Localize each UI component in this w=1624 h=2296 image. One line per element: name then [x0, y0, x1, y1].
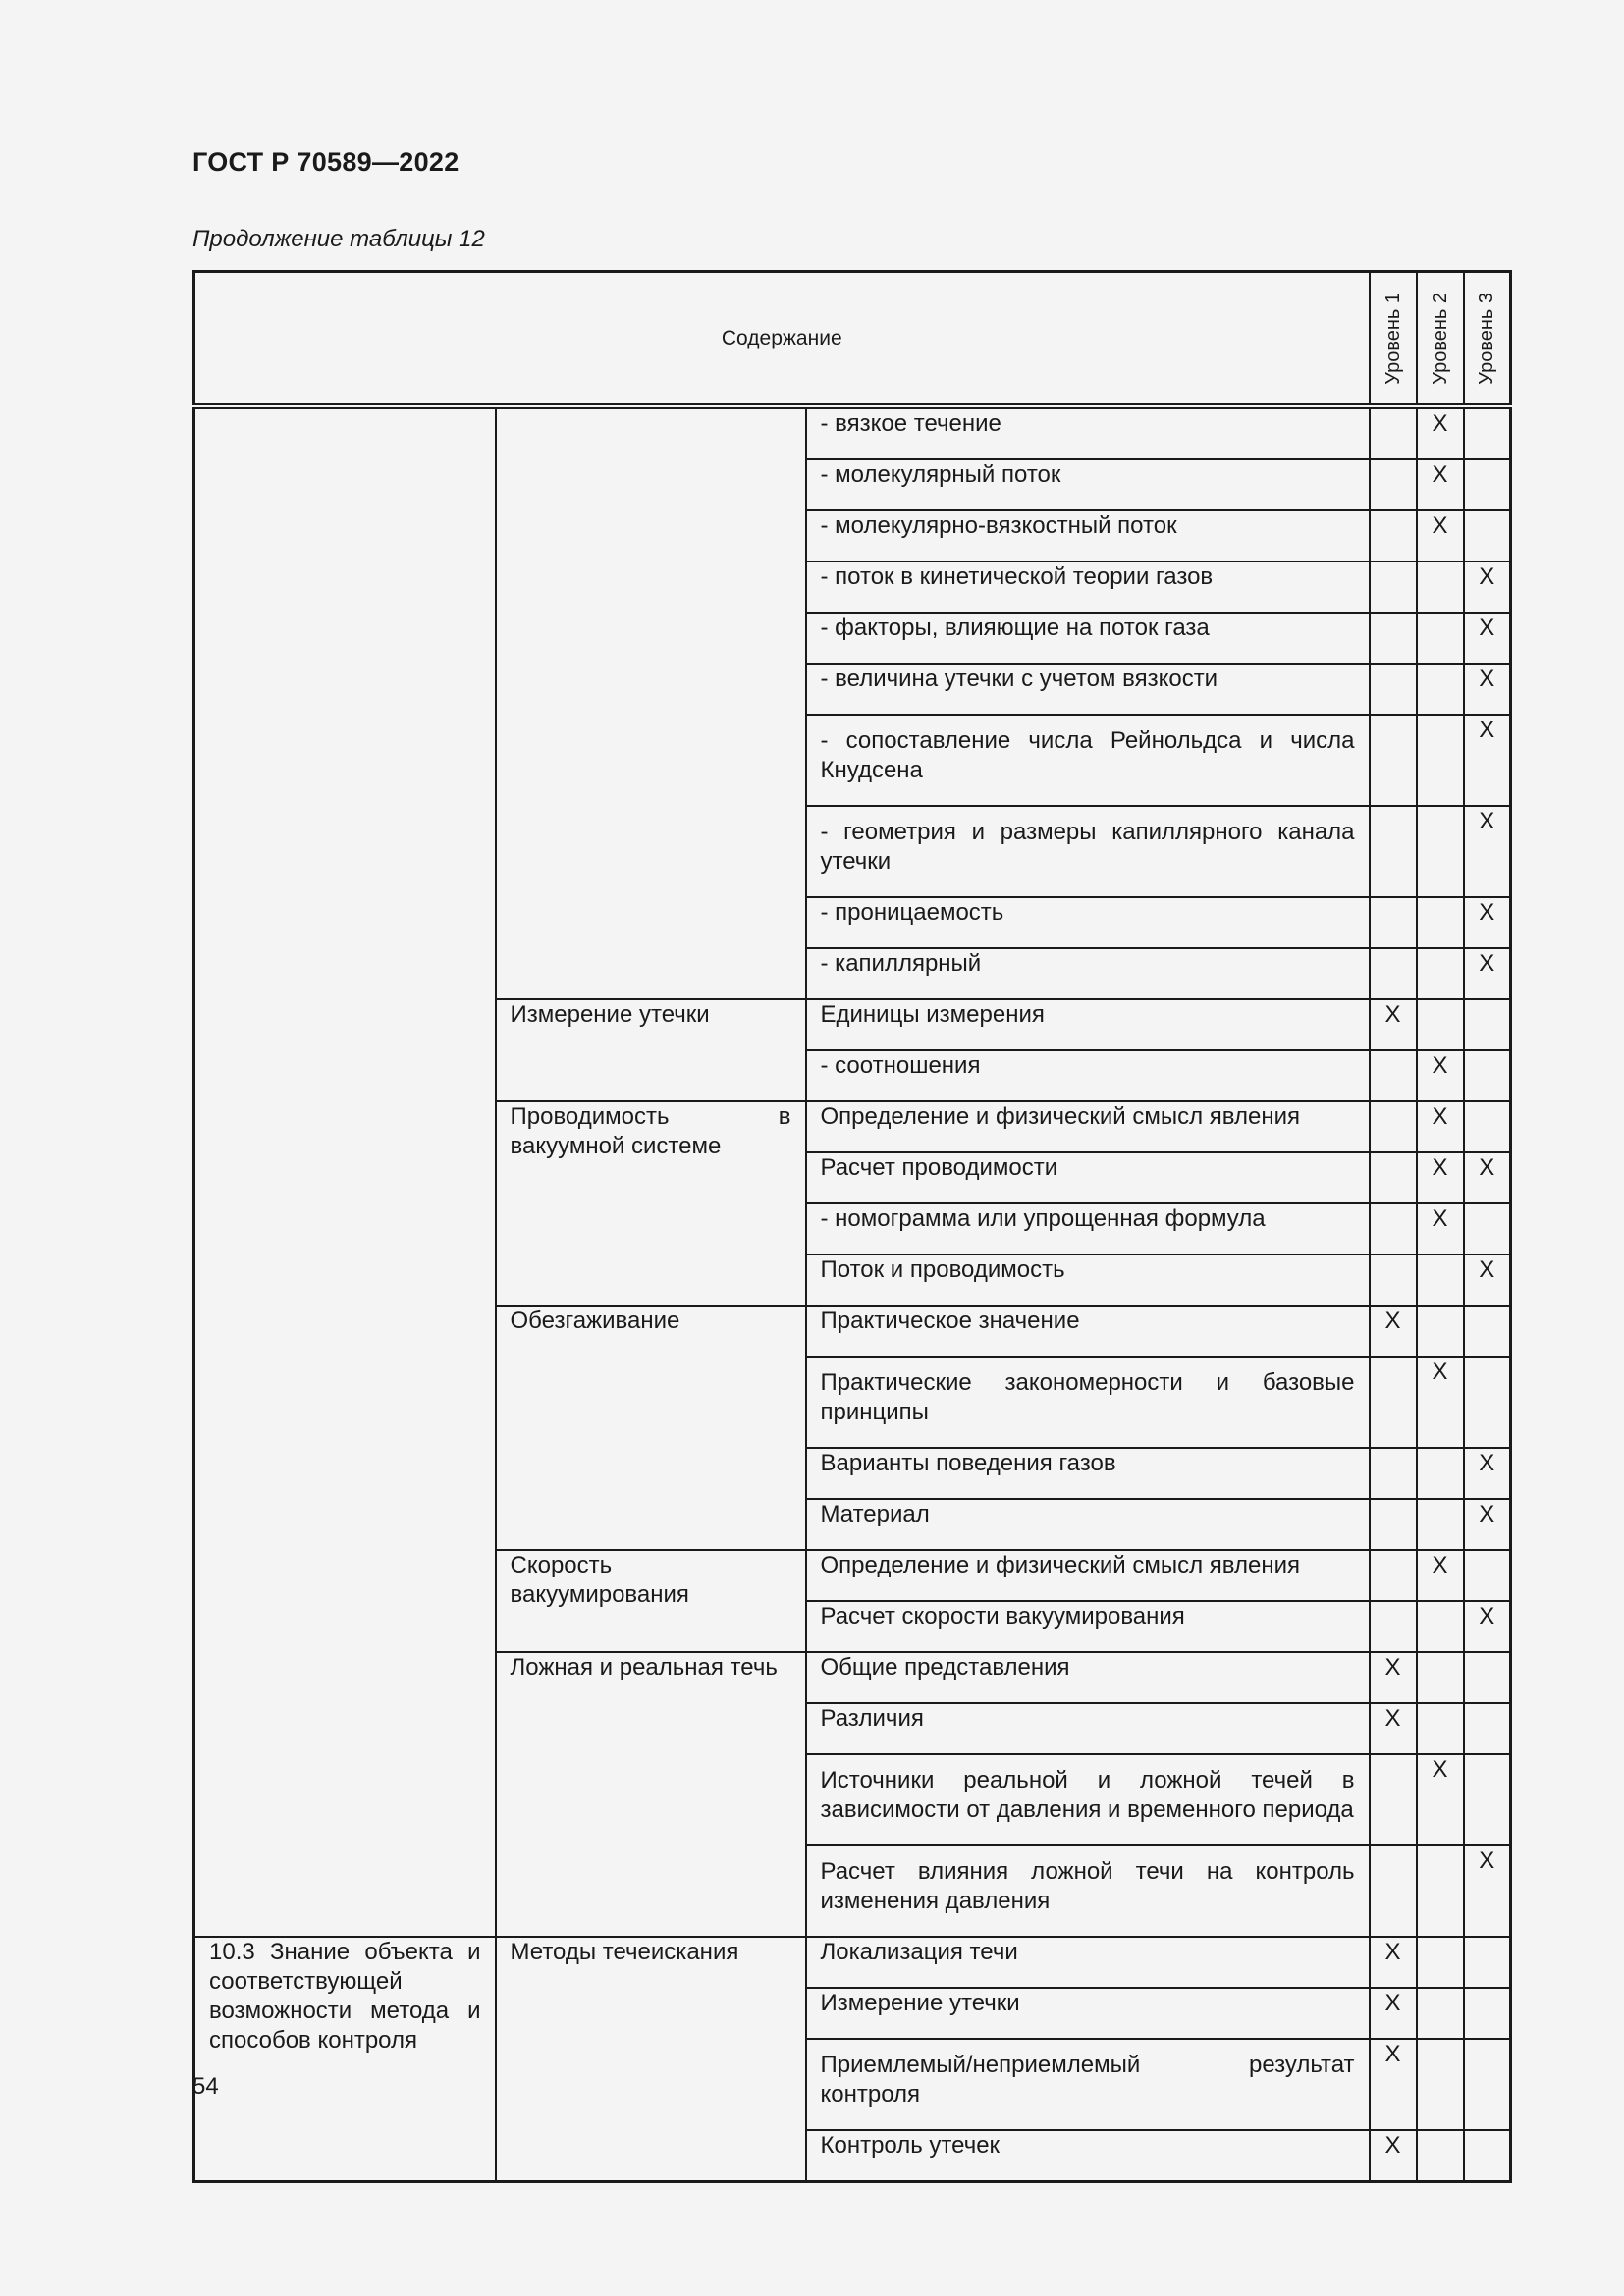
level-1-mark	[1370, 664, 1417, 715]
level-2-mark	[1417, 664, 1464, 715]
level-3-mark	[1464, 1050, 1511, 1101]
content-item: Локализация течи	[806, 1937, 1370, 1988]
level-2-mark: X	[1417, 406, 1464, 459]
level-3-mark	[1464, 1306, 1511, 1357]
subject-cell: Ложная и реальная течь	[496, 1652, 806, 1937]
level-2-mark: X	[1417, 1550, 1464, 1601]
subject-cell: Обезгаживание	[496, 1306, 806, 1550]
level-1-mark: X	[1370, 2039, 1417, 2130]
content-item: Единицы измерения	[806, 999, 1370, 1050]
content-item: Определение и физический смысл явления	[806, 1550, 1370, 1601]
content-item: Поток и проводимость	[806, 1255, 1370, 1306]
level-2-mark	[1417, 1845, 1464, 1937]
level-2-mark: X	[1417, 1357, 1464, 1448]
level-3-mark	[1464, 1652, 1511, 1703]
header-level-1	[1370, 272, 1417, 407]
header-level-1-label: Уровень 1	[1381, 292, 1404, 385]
level-1-mark	[1370, 1845, 1417, 1937]
content-item: - величина утечки с учетом вязкости	[806, 664, 1370, 715]
level-1-mark	[1370, 897, 1417, 948]
level-3-mark: X	[1464, 715, 1511, 806]
level-2-mark	[1417, 1499, 1464, 1550]
content-item: Определение и физический смысл явления	[806, 1101, 1370, 1152]
level-1-mark	[1370, 1754, 1417, 1845]
subject-cell: Методы течеискания	[496, 1937, 806, 2182]
level-3-mark	[1464, 1203, 1511, 1255]
level-2-mark	[1417, 897, 1464, 948]
level-2-mark	[1417, 948, 1464, 999]
content-item: - сопоставление числа Рейнольдса и числа Кнудсена	[806, 715, 1370, 806]
table-header-row	[194, 272, 1511, 407]
subject-cell: Скорость вакуумирования	[496, 1550, 806, 1652]
level-2-mark	[1417, 1448, 1464, 1499]
level-3-mark: X	[1464, 948, 1511, 999]
level-3-mark: X	[1464, 613, 1511, 664]
level-1-mark	[1370, 1601, 1417, 1652]
content-item: Общие представления	[806, 1652, 1370, 1703]
level-1-mark	[1370, 715, 1417, 806]
level-3-mark	[1464, 999, 1511, 1050]
level-1-mark	[1370, 1357, 1417, 1448]
level-1-mark: X	[1370, 1988, 1417, 2039]
content-item: - факторы, влияющие на поток газа	[806, 613, 1370, 664]
content-item: Расчет проводимости	[806, 1152, 1370, 1203]
level-2-mark: X	[1417, 1203, 1464, 1255]
level-3-mark	[1464, 2130, 1511, 2182]
level-3-mark: X	[1464, 1152, 1511, 1203]
level-2-mark	[1417, 1652, 1464, 1703]
content-item: Приемлемый/неприемлемый результат контроля	[806, 2039, 1370, 2130]
level-1-mark	[1370, 613, 1417, 664]
level-3-mark	[1464, 1101, 1511, 1152]
level-3-mark	[1464, 510, 1511, 561]
level-3-mark	[1464, 1754, 1511, 1845]
content-item: Варианты поведения газов	[806, 1448, 1370, 1499]
level-3-mark	[1464, 1703, 1511, 1754]
level-3-mark: X	[1464, 561, 1511, 613]
level-3-mark	[1464, 1937, 1511, 1988]
content-item: Источники реальной и ложной течей в зависимости от давления и временного периода	[806, 1754, 1370, 1845]
level-2-mark	[1417, 1937, 1464, 1988]
content-item: Материал	[806, 1499, 1370, 1550]
level-1-mark: X	[1370, 1306, 1417, 1357]
level-3-mark: X	[1464, 1601, 1511, 1652]
level-3-mark: X	[1464, 806, 1511, 897]
table-row	[194, 1937, 1511, 1988]
level-2-mark: X	[1417, 510, 1464, 561]
level-1-mark	[1370, 561, 1417, 613]
level-3-mark	[1464, 406, 1511, 459]
level-2-mark	[1417, 715, 1464, 806]
header-level-2-label: Уровень 2	[1429, 292, 1451, 385]
level-1-mark	[1370, 1101, 1417, 1152]
level-3-mark	[1464, 1988, 1511, 2039]
content-item: - соотношения	[806, 1050, 1370, 1101]
content-item: Контроль утечек	[806, 2130, 1370, 2182]
header-level-3	[1464, 272, 1511, 407]
page-number: 54	[192, 2073, 219, 2100]
level-3-mark	[1464, 459, 1511, 510]
table-row	[194, 406, 1511, 459]
level-1-mark	[1370, 406, 1417, 459]
level-1-mark: X	[1370, 1937, 1417, 1988]
level-3-mark	[1464, 1357, 1511, 1448]
content-item: - молекулярный поток	[806, 459, 1370, 510]
level-1-mark	[1370, 948, 1417, 999]
level-2-mark: X	[1417, 459, 1464, 510]
level-3-mark: X	[1464, 1448, 1511, 1499]
level-2-mark	[1417, 2039, 1464, 2130]
document-title: ГОСТ Р 70589—2022	[192, 147, 460, 177]
level-2-mark: X	[1417, 1101, 1464, 1152]
level-1-mark	[1370, 1448, 1417, 1499]
table-caption: Продолжение таблицы 12	[192, 226, 485, 252]
level-3-mark	[1464, 2039, 1511, 2130]
content-item: - номограмма или упрощенная формула	[806, 1203, 1370, 1255]
level-3-mark: X	[1464, 1255, 1511, 1306]
level-3-mark	[1464, 1550, 1511, 1601]
subject-cell: Проводимость в вакуумной системе	[496, 1101, 806, 1306]
content-item: Практические закономерности и базовые принципы	[806, 1357, 1370, 1448]
content-item: - капиллярный	[806, 948, 1370, 999]
content-item: Расчет влияния ложной течи на контроль изменения давления	[806, 1845, 1370, 1937]
level-1-mark	[1370, 806, 1417, 897]
section-cell	[194, 406, 496, 1937]
subject-cell	[496, 406, 806, 999]
requirements-table	[192, 270, 1512, 2183]
level-1-mark: X	[1370, 1652, 1417, 1703]
content-item: - проницаемость	[806, 897, 1370, 948]
level-2-mark	[1417, 561, 1464, 613]
level-3-mark: X	[1464, 664, 1511, 715]
level-3-mark: X	[1464, 1499, 1511, 1550]
level-1-mark	[1370, 1550, 1417, 1601]
level-2-mark: X	[1417, 1754, 1464, 1845]
level-2-mark	[1417, 999, 1464, 1050]
level-2-mark	[1417, 1601, 1464, 1652]
content-item: Различия	[806, 1703, 1370, 1754]
content-item: - поток в кинетической теории газов	[806, 561, 1370, 613]
level-2-mark	[1417, 2130, 1464, 2182]
level-1-mark	[1370, 1499, 1417, 1550]
level-3-mark: X	[1464, 1845, 1511, 1937]
content-item: - вязкое течение	[806, 406, 1370, 459]
level-2-mark	[1417, 613, 1464, 664]
content-item: - молекулярно-вязкостный поток	[806, 510, 1370, 561]
content-item: Измерение утечки	[806, 1988, 1370, 2039]
level-2-mark	[1417, 1306, 1464, 1357]
header-level-3-label: Уровень 3	[1476, 292, 1498, 385]
level-1-mark	[1370, 510, 1417, 561]
content-item: - геометрия и размеры капиллярного канала утечки	[806, 806, 1370, 897]
level-2-mark	[1417, 806, 1464, 897]
header-level-2	[1417, 272, 1464, 407]
level-1-mark	[1370, 459, 1417, 510]
level-1-mark	[1370, 1152, 1417, 1203]
level-1-mark: X	[1370, 2130, 1417, 2182]
level-2-mark	[1417, 1703, 1464, 1754]
level-1-mark	[1370, 1050, 1417, 1101]
level-2-mark	[1417, 1255, 1464, 1306]
level-2-mark: X	[1417, 1050, 1464, 1101]
level-2-mark	[1417, 1988, 1464, 2039]
level-1-mark	[1370, 1203, 1417, 1255]
level-3-mark: X	[1464, 897, 1511, 948]
level-1-mark: X	[1370, 999, 1417, 1050]
level-1-mark	[1370, 1255, 1417, 1306]
content-item: Расчет скорости вакуумирования	[806, 1601, 1370, 1652]
level-2-mark: X	[1417, 1152, 1464, 1203]
content-item: Практическое значение	[806, 1306, 1370, 1357]
subject-cell: Измерение утечки	[496, 999, 806, 1101]
header-content: Содержание	[194, 272, 1370, 407]
section-cell: 10.3 Знание объекта и соответствующей возможности метода и способов контроля	[194, 1937, 496, 2182]
level-1-mark: X	[1370, 1703, 1417, 1754]
